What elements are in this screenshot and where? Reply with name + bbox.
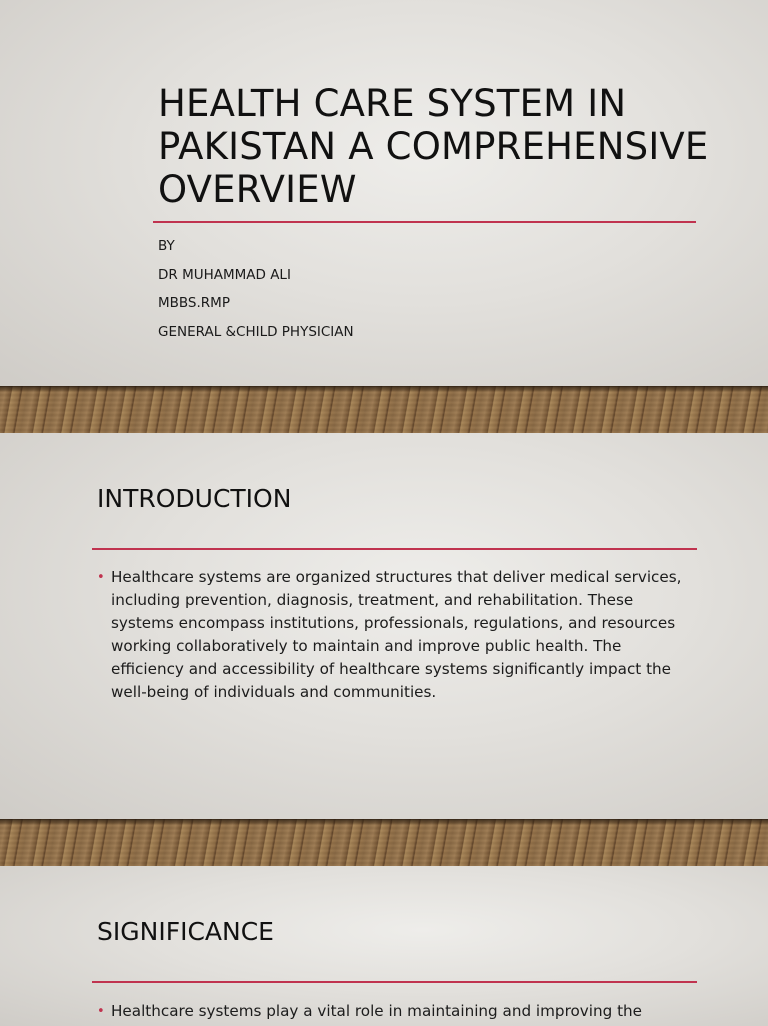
slide-separator (0, 819, 768, 866)
list-item (97, 566, 697, 704)
slide-separator (0, 386, 768, 433)
title-line-2: PAKISTAN A COMPREHENSIVE (158, 125, 709, 168)
bullet-dot-icon: • (97, 570, 105, 585)
bullet-text: Healthcare systems are organized structures that deliver medical services, including prevention, diagnosis, treatment, and rehabilitation. These systems encompass institutions, professionals, regulations, and resources working collaboratively to maintain and improve public health. The efficiency and accessibility of healthcare systems significantly impact the well-being of individuals and communities. (111, 568, 682, 701)
slide-title-heading (158, 82, 758, 211)
bullet-list (97, 1000, 697, 1023)
author-block (158, 232, 354, 346)
bullet-text: Healthcare systems play a vital role in maintaining and improving the (111, 1002, 643, 1020)
section-divider (92, 981, 697, 983)
title-divider (153, 221, 696, 223)
bullet-list (97, 566, 697, 704)
list-item (97, 1000, 697, 1023)
author-by: BY (158, 238, 175, 254)
section-title-significance: SIGNIFICANCE (97, 917, 274, 946)
slide-title (0, 0, 768, 386)
section-divider (92, 548, 697, 550)
author-degree: MBBS.RMP (158, 295, 230, 312)
slide-significance (0, 866, 768, 1026)
title-line-3: OVERVIEW (158, 168, 357, 211)
slide-introduction (0, 433, 768, 819)
title-line-1: HEALTH CARE SYSTEM IN (158, 82, 627, 125)
section-title-introduction: INTRODUCTION (97, 484, 292, 513)
author-name: DR MUHAMMAD ALI (158, 266, 291, 283)
author-role: GENERAL &CHILD PHYSICIAN (158, 323, 354, 340)
bullet-dot-icon: • (97, 1004, 105, 1019)
